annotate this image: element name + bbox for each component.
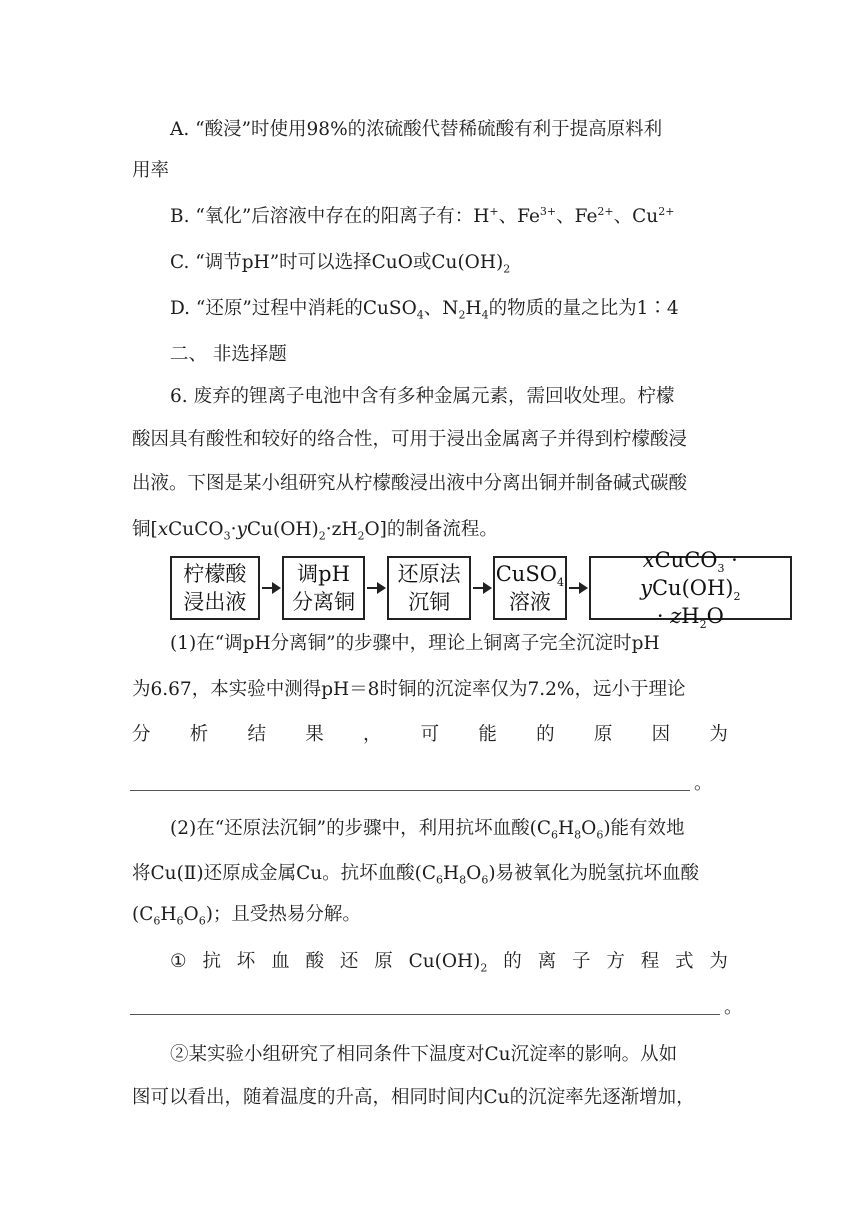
part1-line2: 为6.67，本实验中测得pH＝8时铜的沉淀率仅为7.2%，远小于理论 [132, 679, 686, 700]
question6-line3: 出液。下图是某小组研究从柠檬酸浸出液中分离出铜并制备碱式碳酸 [132, 473, 688, 494]
flow-step-cuso4-solution: CuSO$_4$ 溶液 [493, 556, 567, 620]
option-c: C. “调节pH”时可以选择CuO或$Cu(OH)_2$ [170, 252, 511, 276]
section-heading: 二、 非选择题 [170, 344, 287, 365]
part2-line2: 将Cu(Ⅱ)还原成金属Cu。抗坏血酸$(C_6H_8O_6)$易被氧化为脱氢抗坏血酸 [132, 863, 700, 887]
option-a-line1: A. “酸浸”时使用98%的浓硫酸代替稀硫酸有利于提高原料利 [170, 119, 663, 140]
option-a-line2: 用率 [132, 160, 170, 181]
flow-step-ph-separation: 调pH 分离铜 [282, 556, 366, 620]
part1-end-mark: 。 [694, 773, 713, 794]
sub2-line2: 图可以看出，随着温度的升高，相同时间内Cu的沉淀率先逐渐增加， [132, 1087, 695, 1108]
part1-line1: (1)在“调pH分离铜”的步骤中，理论上铜离子完全沉淀时pH [170, 633, 660, 654]
flow-arrow-icon [365, 556, 387, 620]
question6-line1: 6. 废弃的锂离子电池中含有多种金属元素，需回收处理。柠檬 [170, 386, 675, 407]
answer-blank-2[interactable] [130, 1014, 720, 1015]
flow-step-citric-leachate: 柠檬酸 浸出液 [170, 556, 260, 620]
sub1-line: ① 抗 坏 血 酸 还 原 $Cu(OH)_2$ 的 离 子 方 程 式 为 [170, 951, 728, 975]
option-d: D. “还原”过程中消耗的CuSO$_4$、$N_2H_4$的物质的量之比为1∶4 [170, 298, 679, 322]
option-b: B. “氧化”后溶液中存在的阳离子有：H+、$Fe^{3+}$、$Fe^{2+}$、$Cu^{2+}$ [170, 204, 675, 227]
flow-step-basic-copper-carbonate: xCuCO$_3$ · $yCu(OH)_2$ · $zH_2O$ [589, 556, 792, 620]
sub2-line1: ②某实验小组研究了相同条件下温度对Cu沉淀率的影响。从如 [170, 1044, 678, 1065]
answer-blank-1[interactable] [130, 790, 690, 791]
question6-line2: 酸因具有酸性和较好的络合性，可用于浸出金属离子并得到柠檬酸浸 [132, 429, 688, 450]
flow-step-reduction: 还原法 沉铜 [387, 556, 471, 620]
part2-line3: $(C_6H_6O_6)$；且受热易分解。 [132, 904, 361, 928]
sub1-end-mark: 。 [724, 997, 743, 1018]
flow-arrow-icon [260, 556, 282, 620]
part1-line3: 分 析 结 果 ， 可 能 的 原 因 为 [132, 724, 728, 745]
process-flowchart [170, 548, 792, 632]
question6-line4: 铜$[xCuCO_3\cdot yCu(OH)_2\cdot zH_2O]$的制备流程。 [132, 519, 498, 543]
flow-arrow-icon [471, 556, 493, 620]
part2-line1: (2)在“还原法沉铜”的步骤中，利用抗坏血酸$(C_6H_8O_6)$能有效地 [170, 818, 685, 842]
flow-arrow-icon [567, 556, 589, 620]
